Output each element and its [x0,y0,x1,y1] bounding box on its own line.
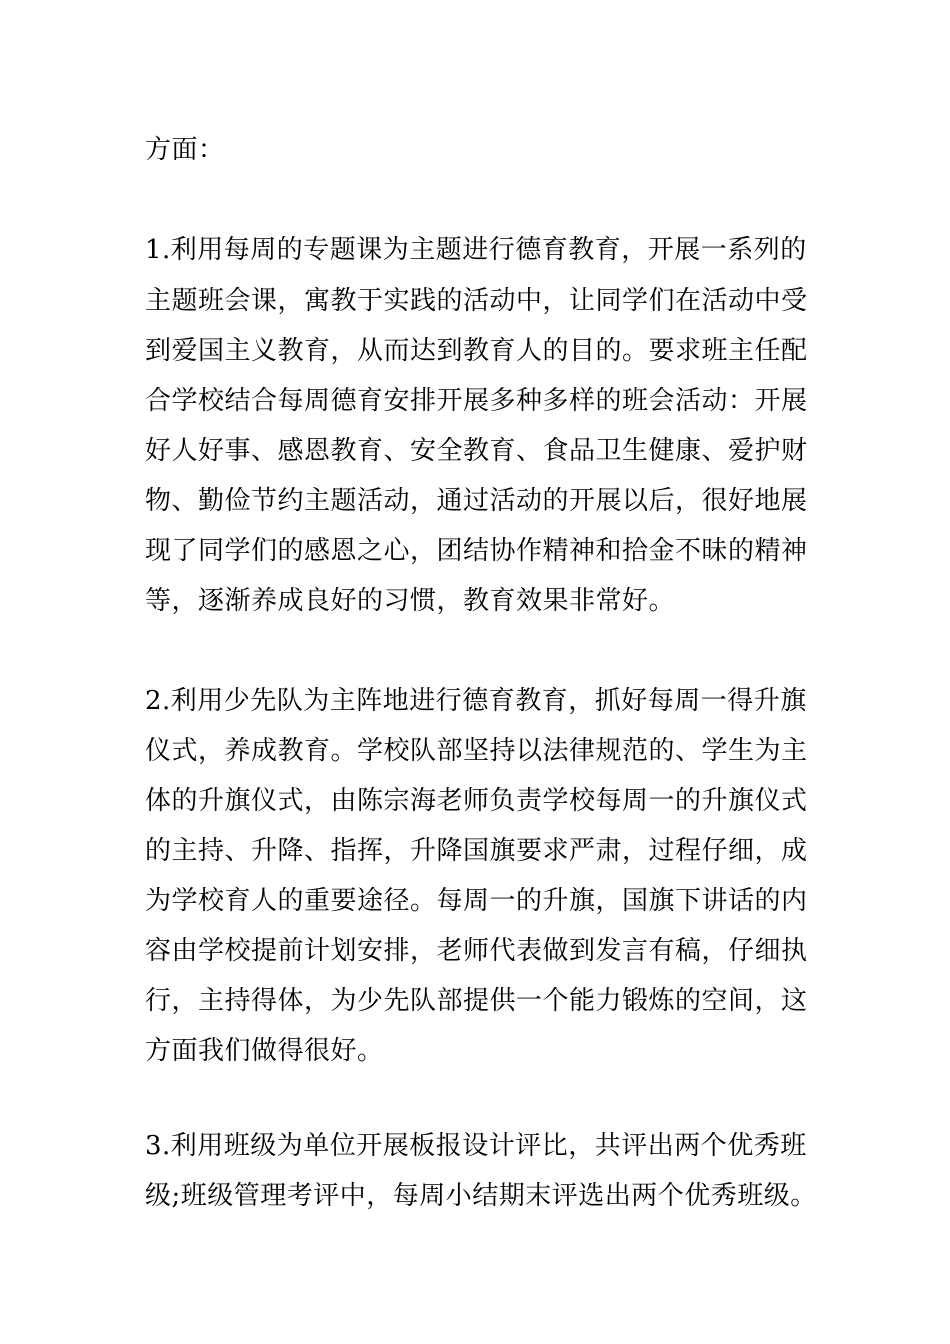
paragraph-line: 体的升旗仪式，由陈宗海老师负责学校每周一的升旗仪式 [145,786,808,816]
paragraph-line: 到爱国主义教育，从而达到教育人的目的。要求班主任配 [145,336,808,366]
paragraph-line: 级;班级管理考评中，每周小结期末评选出两个优秀班级。 [145,1181,817,1211]
paragraph-line: 等，逐渐养成良好的习惯，教育效果非常好。 [145,586,676,616]
paragraph-line: 现了同学们的感恩之心，团结协作精神和拾金不昧的精神 [145,536,808,566]
paragraph-line: 方面我们做得很好。 [145,1036,384,1066]
intro-line: 方面： [145,135,225,165]
paragraph-line: 主题班会课，寓教于实践的活动中，让同学们在活动中受 [145,286,808,316]
paragraph-line: 的主持、升降、指挥，升降国旗要求严肃，过程仔细，成 [145,836,808,866]
paragraph-line: 1.利用每周的专题课为主题进行德育教育，开展一系列的 [145,235,807,265]
paragraph-line: 物、勤俭节约主题活动，通过活动的开展以后，很好地展 [145,486,808,516]
paragraph-line: 3.利用班级为单位开展板报设计评比，共评出两个优秀班 [145,1131,807,1161]
paragraph-line: 仪式，养成教育。学校队部坚持以法律规范的、学生为主 [145,736,808,766]
paragraph-line: 合学校结合每周德育安排开展多种多样的班会活动：开展 [145,386,808,416]
paragraph-line: 好人好事、感恩教育、安全教育、食品卫生健康、爱护财 [145,436,808,466]
paragraph-line: 为学校育人的重要途径。每周一的升旗，国旗下讲话的内 [145,886,808,916]
paragraph-line: 行，主持得体，为少先队部提供一个能力锻炼的空间，这 [145,986,808,1016]
paragraph-line: 2.利用少先队为主阵地进行德育教育，抓好每周一得升旗 [145,686,807,716]
paragraph-line: 容由学校提前计划安排，老师代表做到发言有稿，仔细执 [145,936,808,966]
